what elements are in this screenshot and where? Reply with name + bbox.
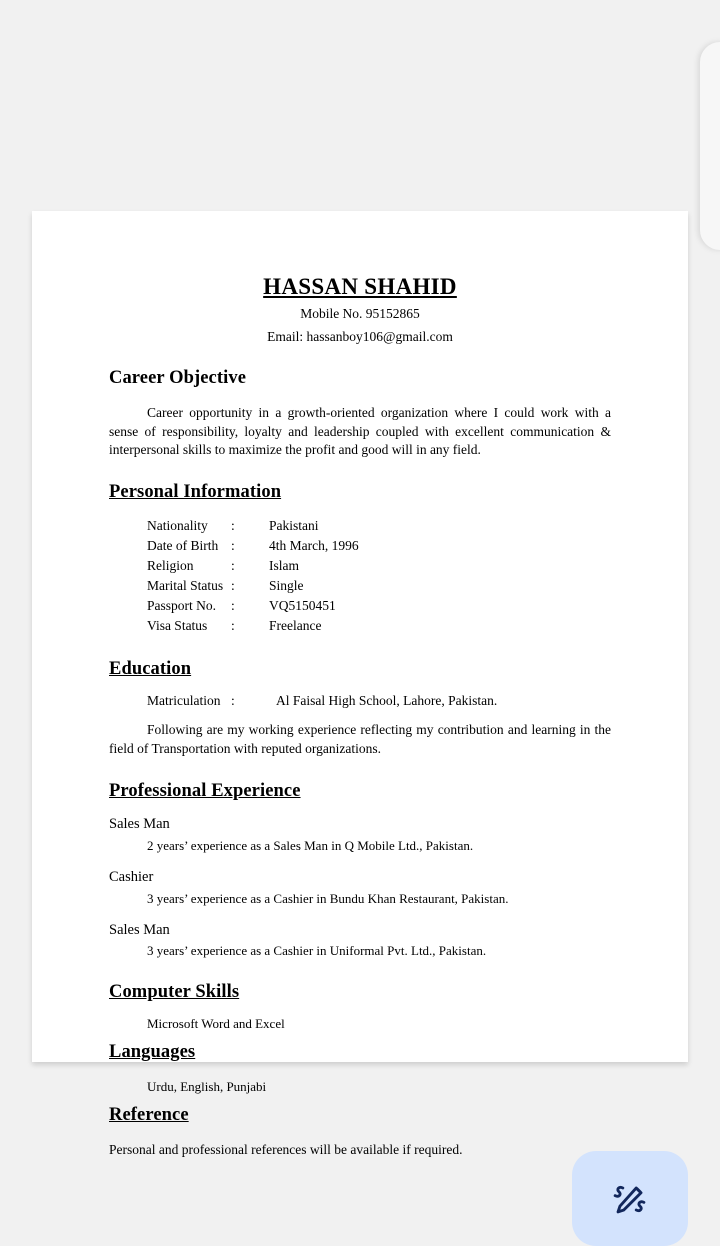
table-row: [147, 576, 359, 596]
info-colon: :: [231, 617, 235, 633]
side-panel-peek[interactable]: [700, 42, 720, 250]
info-colon: :: [231, 597, 235, 613]
info-value: Freelance: [269, 617, 322, 633]
info-value: Islam: [269, 557, 299, 573]
job-title: Sales Man: [109, 816, 170, 833]
section-heading-career-objective: Career Objective: [109, 367, 247, 388]
info-colon: :: [231, 538, 235, 554]
reference-value: Personal and professional references will be available if required.: [109, 1142, 463, 1158]
table-row: [147, 556, 359, 576]
section-heading-computer-skills: Computer Skills: [109, 982, 240, 1003]
personal-information-table: [147, 516, 359, 635]
education-colon: :: [231, 693, 235, 709]
section-heading-professional-experience: Professional Experience: [109, 781, 301, 802]
table-row: [147, 596, 359, 616]
table-row: [147, 536, 359, 556]
section-heading-reference: Reference: [109, 1105, 189, 1126]
computer-skills-value: Microsoft Word and Excel: [147, 1016, 285, 1032]
info-label: Nationality: [147, 518, 208, 534]
resume-email: Email: hassanboy106@gmail.com: [267, 328, 453, 344]
magic-pen-icon: [607, 1176, 653, 1222]
info-colon: :: [231, 518, 235, 534]
info-label: Date of Birth: [147, 538, 219, 554]
job-title: Cashier: [109, 868, 154, 885]
info-label: Marital Status: [147, 577, 224, 593]
education-note: Following are my working experience reflecting my contribution and learning in the field of Transportation with reputed organizations.: [109, 722, 611, 757]
job-title: Sales Man: [109, 921, 170, 938]
info-value: 4th March, 1996: [269, 538, 359, 554]
section-heading-education: Education: [109, 659, 192, 680]
job-description: 3 years’ experience as a Cashier in Uniformal Pvt. Ltd., Pakistan.: [147, 943, 487, 959]
career-objective-body: Career opportunity in a growth-oriented organization where I could work with a sense of responsibility, loyalty and leadership coupled with excellent communication & interpersonal skills to maximize the profit and good will in any field.: [109, 404, 611, 458]
resume-name: HASSAN SHAHID: [263, 274, 457, 299]
section-heading-languages: Languages: [109, 1042, 196, 1063]
table-row: [147, 616, 359, 636]
table-row: [147, 516, 359, 536]
info-colon: :: [231, 557, 235, 573]
info-value: VQ5150451: [269, 597, 336, 613]
info-colon: :: [231, 577, 235, 593]
info-label: Visa Status: [147, 617, 208, 633]
job-description: 3 years’ experience as a Cashier in Bundu Khan Restaurant, Pakistan.: [147, 890, 509, 906]
job-description: 2 years’ experience as a Sales Man in Q Mobile Ltd., Pakistan.: [147, 837, 474, 853]
resume-mobile: Mobile No. 95152865: [300, 306, 420, 321]
languages-value: Urdu, English, Punjabi: [147, 1079, 267, 1095]
education-row: [147, 693, 611, 709]
education-value: Al Faisal High School, Lahore, Pakistan.: [276, 693, 498, 709]
info-label: Passport No.: [147, 597, 217, 613]
section-heading-personal-information: Personal Information: [109, 482, 282, 503]
document-page: [32, 211, 688, 1158]
info-value: Pakistani: [269, 518, 319, 534]
info-label: Religion: [147, 557, 194, 573]
magic-edit-button[interactable]: [572, 1151, 688, 1246]
info-value: Single: [269, 577, 304, 593]
education-label: Matriculation: [147, 693, 221, 709]
